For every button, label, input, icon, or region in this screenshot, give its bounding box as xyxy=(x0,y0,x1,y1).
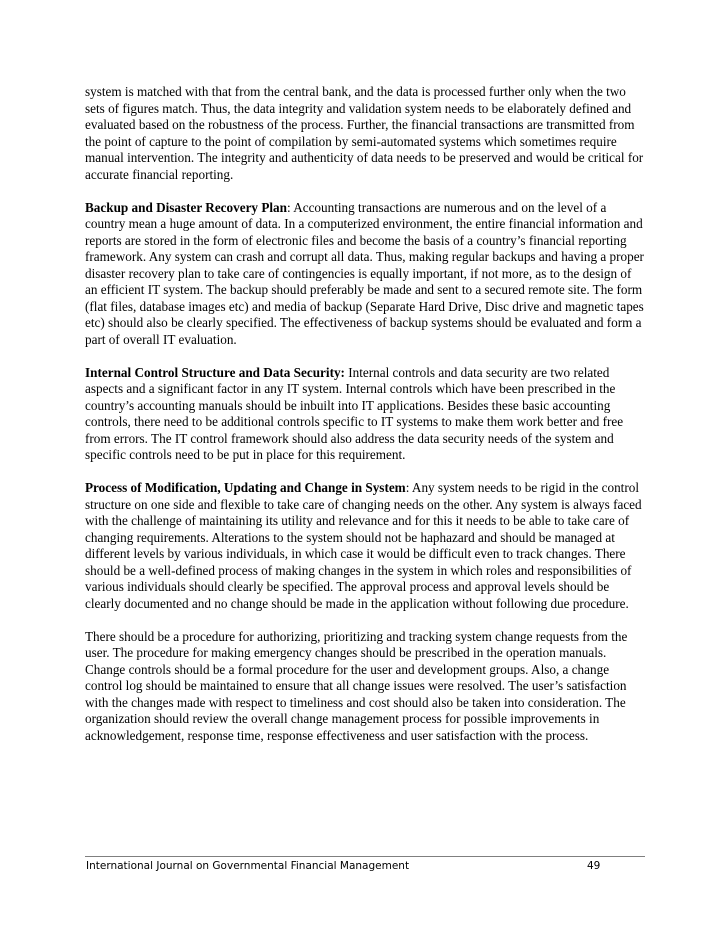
paragraph-backup-recovery xyxy=(85,200,645,349)
paragraph-data-integrity xyxy=(85,84,645,183)
page-number: 49 xyxy=(587,860,601,872)
document-body xyxy=(85,84,645,761)
section-heading: Backup and Disaster Recovery Plan xyxy=(85,199,287,215)
paragraph-text: Internal controls and data security are two related aspects and a significant factor in any IT system. Internal controls which have been prescribed in the country’s accounting manuals should be inbuilt into IT applications. Besides these basic accounting controls, there need to be additional controls specific to IT systems to make them work better and free from errors. The IT control framework should also address the data security needs of the system and specific controls need to be put in place for this requirement. xyxy=(85,364,624,462)
journal-title: International Journal on Governmental Financial Management xyxy=(86,860,410,872)
paragraph-text: system is matched with that from the central bank, and the data is processed further only when the two sets of figures match. Thus, the data integrity and validation system needs to be elaborately defined and evaluated based on the robustness of the process. Further, the financial transactions are transmitted from the point of capture to the point of compilation by semi-automated systems which sometimes require manual intervention. The integrity and authenticity of data needs to be preserved and would be critical for accurate financial reporting. xyxy=(85,84,644,182)
paragraph-text: There should be a procedure for authorizing, prioritizing and tracking system change requests from the user. The procedure for making emergency changes should be prescribed in the operation manuals. Change controls should be a formal procedure for the user and development groups. Also, a change control log should be maintained to ensure that all change issues were resolved. The user’s satisfaction with the changes made with respect to timeliness and cost should also be taken into consideration. The organization should review the overall change management process for possible improvements in acknowledgement, response time, response effectiveness and user satisfaction with the process. xyxy=(85,628,628,743)
paragraph-internal-control xyxy=(85,365,645,464)
section-heading: Internal Control Structure and Data Security: xyxy=(85,364,345,380)
paragraph-modification-process xyxy=(85,480,645,612)
page-footer xyxy=(85,856,645,872)
paragraph-text: : Accounting transactions are numerous and on the level of a country mean a huge amount of data. In a computerized environment, the entire financial information and reports are stored in the form of electronic files and become the basis of a country’s financial reporting framework. Any system can crash and corrupt all data. Thus, making regular backups and having a proper disaster recovery plan to take care of contingencies is equally important, if not more, as to the design of an efficient IT system. The backup should preferably be made and sent to a secured remote site. The form (flat files, database images etc) and media of backup (Separate Hard Drive, Disc drive and magnetic tapes etc) should also be clearly specified. The effectiveness of backup systems should be evaluated and form a part of overall IT evaluation. xyxy=(85,199,644,347)
paragraph-change-requests xyxy=(85,629,645,745)
paragraph-text: : Any system needs to be rigid in the control structure on one side and flexible to take care of changing needs on the other. Any system is always faced with the challenge of maintaining its utility and relevance and for this it needs to be able to take care of changing requirements. Alterations to the system should not be haphazard and should be managed at different levels by various individuals, in which case it would be difficult even to track changes. There should be a well-defined process of making changes in the system in which roles and responsibilities of various individuals should clearly be specified. The approval process and approval levels should be clearly documented and no change should be made in the application without following due procedure. xyxy=(85,480,642,611)
section-heading: Process of Modification, Updating and Change in System xyxy=(85,480,406,495)
